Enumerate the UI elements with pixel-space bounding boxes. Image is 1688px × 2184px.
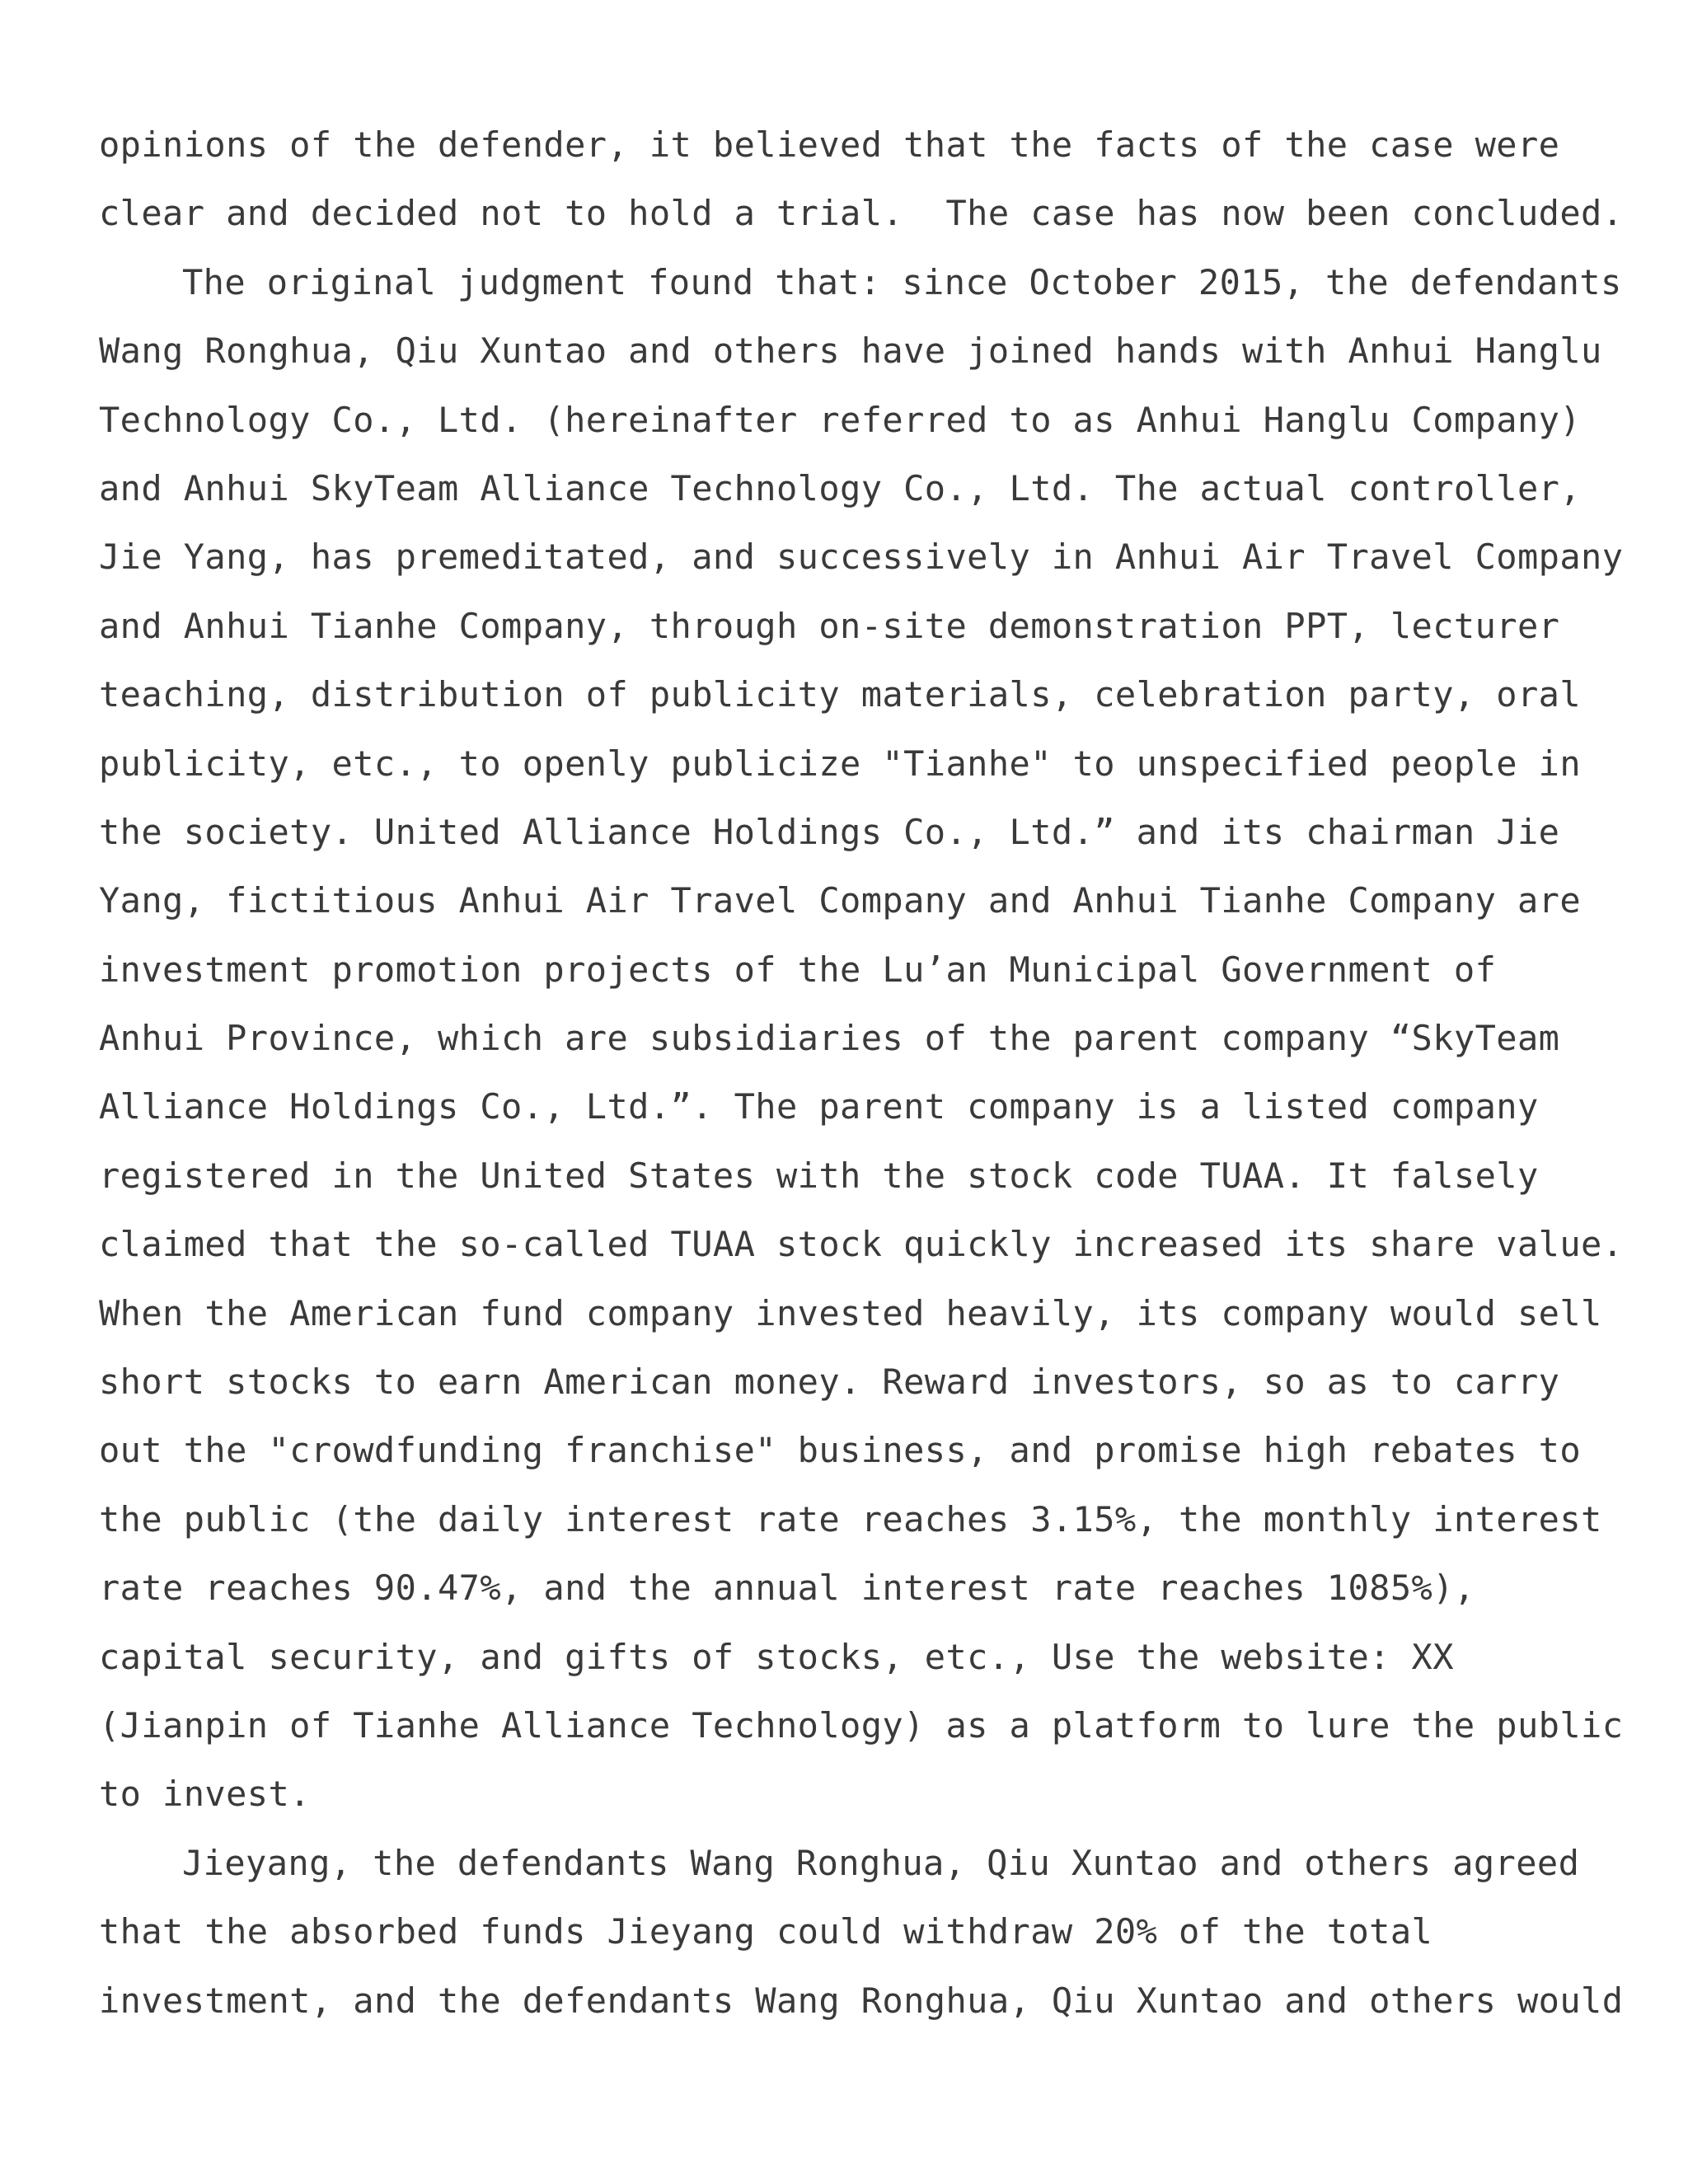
text-line: and Anhui SkyTeam Alliance Technology Co., Ltd. The actual controller, (99, 467, 1582, 509)
text-line: and Anhui Tianhe Company, through on-site demonstration PPT, lecturer (99, 605, 1560, 646)
judgment-text-body (99, 110, 1624, 2035)
text-line: to invest. (99, 1774, 311, 1815)
text-line: claimed that the so-called TUAA stock quickly increased its share value. (99, 1224, 1624, 1265)
text-line: short stocks to earn American money. Reward investors, so as to carry (99, 1361, 1560, 1403)
text-line: the public (the daily interest rate reaches 3.15%, the monthly interest (99, 1498, 1602, 1540)
text-line: the society. United Alliance Holdings Co., Ltd.” and its chairman Jie (99, 811, 1560, 852)
text-line: Wang Ronghua, Qiu Xuntao and others have joined hands with Anhui Hanglu (99, 330, 1602, 372)
text-line: Yang, fictitious Anhui Air Travel Company and Anhui Tianhe Company are (99, 880, 1582, 921)
text-line: teaching, distribution of publicity materials, celebration party, oral (99, 674, 1582, 715)
text-line: opinions of the defender, it believed that the facts of the case were (99, 124, 1560, 165)
text-line: clear and decided not to hold a trial. The case has now been concluded. (99, 193, 1624, 234)
text-line: Alliance Holdings Co., Ltd.”. The parent company is a listed company (99, 1086, 1539, 1127)
text-line: (Jianpin of Tianhe Alliance Technology) as a platform to lure the public (99, 1704, 1624, 1746)
text-line: registered in the United States with the stock code TUAA. It falsely (99, 1155, 1539, 1196)
text-line: investment promotion projects of the Lu’an Municipal Government of (99, 949, 1497, 990)
text-line: Jie Yang, has premeditated, and successively in Anhui Air Travel Company (99, 537, 1624, 578)
paragraph-start-line: Jieyang, the defendants Wang Ronghua, Qiu Xuntao and others agreed (182, 1842, 1580, 1883)
paragraph-start-line: The original judgment found that: since October 2015, the defendants (182, 261, 1622, 302)
text-line: Anhui Province, which are subsidiaries of the parent company “SkyTeam (99, 1018, 1560, 1059)
text-line: that the absorbed funds Jieyang could withdraw 20% of the total (99, 1911, 1433, 1952)
text-line: Technology Co., Ltd. (hereinafter referred to as Anhui Hanglu Company) (99, 399, 1582, 440)
text-line: capital security, and gifts of stocks, etc., Use the website: XX (99, 1636, 1454, 1677)
text-line: out the "crowdfunding franchise" business, and promise high rebates to (99, 1430, 1582, 1471)
text-line: investment, and the defendants Wang Ronghua, Qiu Xuntao and others would (99, 1980, 1624, 2021)
text-line: rate reaches 90.47%, and the annual interest rate reaches 1085%), (99, 1568, 1475, 1609)
text-line: publicity, etc., to openly publicize "Tianhe" to unspecified people in (99, 743, 1582, 784)
text-line: When the American fund company invested heavily, its company would sell (99, 1292, 1602, 1333)
